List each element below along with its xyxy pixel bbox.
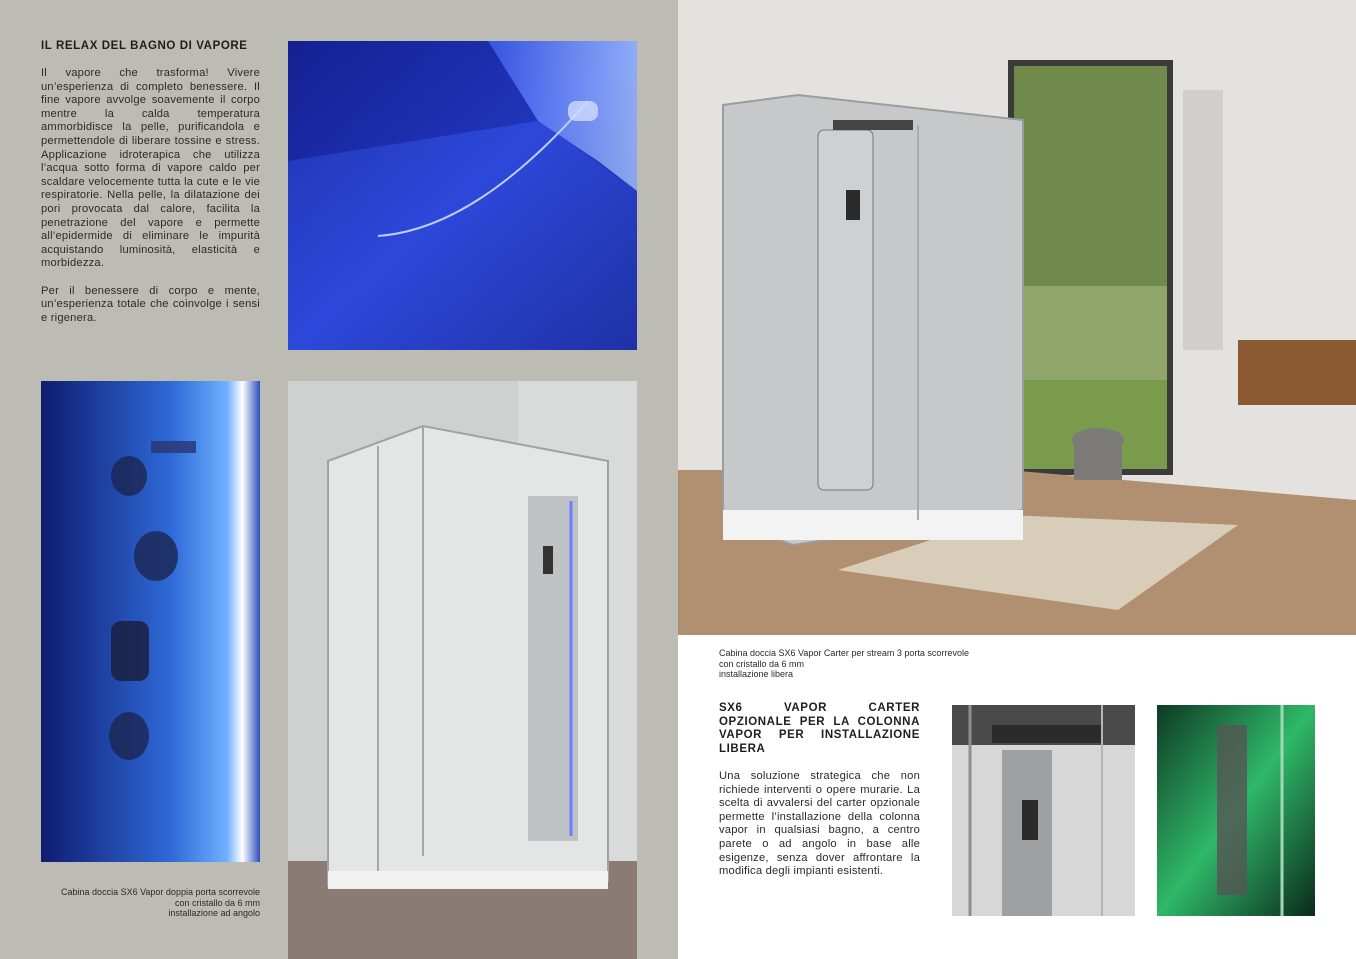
right-caption-line-2: con cristallo da 6 mm	[719, 658, 805, 669]
left-photo-caption	[41, 887, 260, 919]
right-caption-line-3: installazione libera	[719, 669, 794, 680]
right-photo-caption	[719, 648, 1019, 680]
right-page	[678, 0, 1356, 959]
corner-shower-cabin-photo	[288, 381, 637, 959]
left-heading: IL RELAX DEL BAGNO DI VAPORE	[41, 40, 248, 52]
left-caption-line-1: Cabina doccia SX6 Vapor doppia porta scorrevole	[61, 887, 260, 897]
right-body-text	[719, 770, 920, 879]
left-caption-line-2: con cristallo da 6 mm	[174, 897, 260, 908]
right-heading: SX6 VAPOR CARTER OPZIONALE PER LA COLONNA VAPOR PER INSTALLAZIONE LIBERA	[719, 702, 920, 755]
steam-column-closeup-photo	[41, 381, 260, 862]
left-paragraph-1: Il vapore che trasforma! Vivere un’esperienza di completo benessere. Il fine vapore avvolge soavemente il corpo mentre la calda temperatura ammorbidisce la pelle, purificandola e permettendole di liberare tossine e stress. Applicazione idroterapica che utilizza l’acqua sotto forma di vapore caldo per scaldare velocemente tutta la cute e le vie respiratorie. Nella pelle, la dilatazione dei pori provocata dal calore, facilita la penetrazione del vapore e permette all’epidermide di eliminare le impurità acquistando luminosità, elasticità e morbidezza.	[41, 67, 260, 270]
blue-steam-floor-photo	[288, 41, 637, 350]
left-body-text	[41, 67, 260, 325]
right-paragraph: Una soluzione strategica che non richiede interventi o opere murarie. La scelta di avvalersi del carter opzionale permette l’installazione della colonna vapor in qualsiasi bagno, a centro parete o ad angolo in base alle esigenze, senza dover affrontare la modifica degli impianti esistenti.	[719, 770, 920, 878]
green-light-detail-photo	[1157, 705, 1315, 916]
left-paragraph-2: Per il benessere di corpo e mente, un’esperienza totale che coinvolge i sensi e rigenera.	[41, 284, 260, 324]
right-caption-line-1: Cabina doccia SX6 Vapor Carter per stream 3 porta scorrevole	[719, 648, 969, 658]
freestanding-shower-bathroom-photo	[678, 0, 1356, 635]
left-caption-line-3: installazione ad angolo	[168, 908, 260, 919]
steam-column-detail-photo	[952, 705, 1135, 916]
